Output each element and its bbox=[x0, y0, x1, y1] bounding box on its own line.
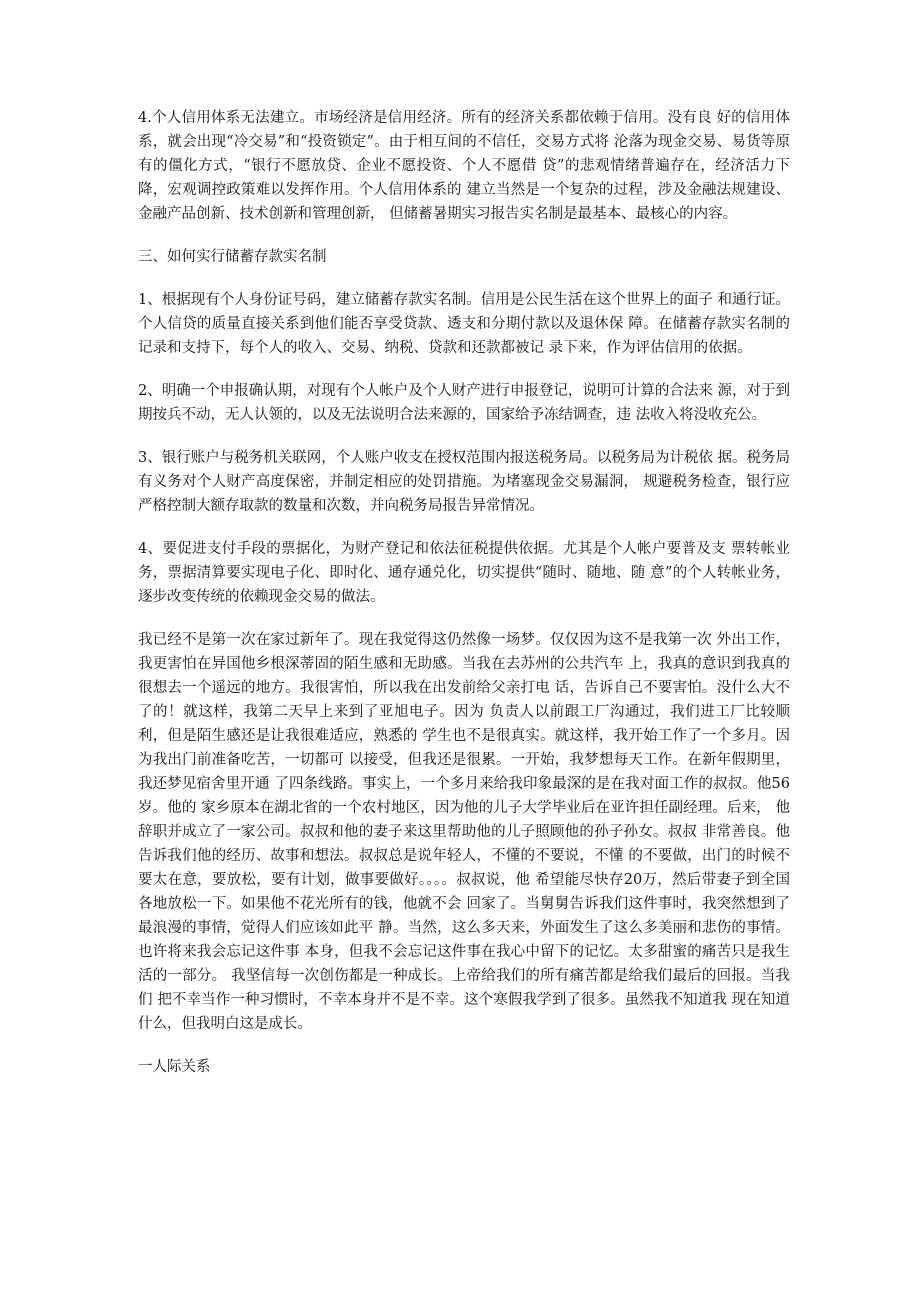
paragraph-item-1: 1、根据现有个人身份证号码，建立储蓄存款实名制。信用是公民生活在这个世界上的面子 和通行证。个人信贷的质量直接关系到他们能否享受贷款、透支和分期付款以及退休保 障。在储蓄存款实名制的记录和支持下，每个人的收入、交易、纳税、贷款和还款都被记 录下来，作为评估信用的依据。 bbox=[138, 292, 790, 356]
paragraph-item-2: 2、明确一个申报确认期，对现有个人帐户及个人财产进行申报登记，说明可计算的合法来 源，对于到期按兵不动，无人认领的，以及无法说明合法来源的，国家给予冻结调查，违 法收入将没收充公。 bbox=[138, 383, 790, 423]
section-heading-how-to: 三、如何实行储蓄存款实名制 bbox=[138, 249, 327, 265]
paragraph-item-4: 4、要促进支付手段的票据化，为财产登记和依法征税提供依据。尤其是个人帐户要普及支 票转帐业务，票据清算要实现电子化、即时化、通存通兑化，切实提供“随时、随地、随 意”的个人转帐业务，逐步改变传统的依赖现金交易的做法。 bbox=[138, 541, 790, 605]
paragraph-item-3: 3、银行账户与税务机关联网，个人账户收支在授权范围内报送税务局。以税务局为计税依 据。税务局有义务对个人财产高度保密，并制定相应的处罚措施。为堵塞现金交易漏洞， 规避税务检查，银行应严格控制大额存取款的数量和次数，并向税务局报告异常情况。 bbox=[138, 450, 790, 514]
paragraph-new-year: 我已经不是第一次在家过新年了。现在我觉得这仍然像一场梦。仅仅因为这不是我第一次 外出工作，我更害怕在异国他乡根深蒂固的陌生感和无助感。当我在去苏州的公共汽车 上，我真的意识到我真的很想去一个遥远的地方。我很害怕，所以我在出发前给父亲打电 话，告诉自己不要害怕。没什么大不了的！就这样，我第二天早上来到了亚旭电子。因为 负责人以前跟工厂沟通过，我们进工厂比较顺利，但是陌生感还是让我很难适应，熟悉的 学生也不是很真实。就这样，我开始工作了一个多月。因为我出门前准备吃苦，一切都可 以接受，但我还是很累。一开始，我梦想每天工作。在新年假期里，我还梦见宿舍里开通 了四条线路。事实上，一个多月来给我印象最深的是在我对面工作的叔叔。他56岁。他的 家乡原本在湖北省的一个农村地区，因为他的儿子大学毕业后在亚许担任副经理。后来， 他辞职并成立了一家公司。叔叔和他的妻子来这里帮助他的儿子照顾他的孙子孙女。叔叔 非常善良。他告诉我们他的经历、故事和想法。叔叔总是说年轻人，不懂的不要说，不懂 的不要做，出门的时候不要太在意，要放松，要有计划，做事要做好。。。。叔叔说，他 希望能尽快存20万，然后带妻子到全国各地放松一下。如果他不花光所有的钱，他就不会 回家了。当舅舅告诉我们这件事时，我突然想到了最浪漫的事情，觉得人们应该如此平 静。当然，这么多天来，外面发生了这么多美丽和悲伤的事情。也许将来我会忘记这件事 本身，但我不会忘记这件事在我心中留下的记忆。太多甜蜜的痛苦只是我生活的一部分。 我坚信每一次创伤都是一种成长。上帝给我们的所有痛苦都是给我们最后的回报。当我们 把不幸当作一种习惯时，不幸本身并不是不幸。这个寒假我学到了很多。虽然我不知道我 现在知道什么，但我明白这是成长。 bbox=[138, 632, 790, 1032]
section-heading-relations: 一人际关系 bbox=[138, 1059, 211, 1075]
paragraph-credit-system: 4.个人信用体系无法建立。市场经济是信用经济。所有的经济关系都依赖于信用。没有良 好的信用体系，就会出现“冷交易”和“投资锁定”。由于相互间的不信任，交易方式将 沦落为现金交易、易货等原有的僵化方式，“银行不愿放贷、企业不愿投资、个人不愿借 贷”的悲观情绪普遍存在，经济活力下降，宏观调控政策难以发挥作用。个人信用体系的 建立当然是一个复杂的过程，涉及金融法规建设、金融产品创新、技术创新和管理创新， 但储蓄暑期实习报告实名制是最基本、最核心的内容。 bbox=[138, 110, 790, 222]
document-body bbox=[138, 106, 790, 1098]
